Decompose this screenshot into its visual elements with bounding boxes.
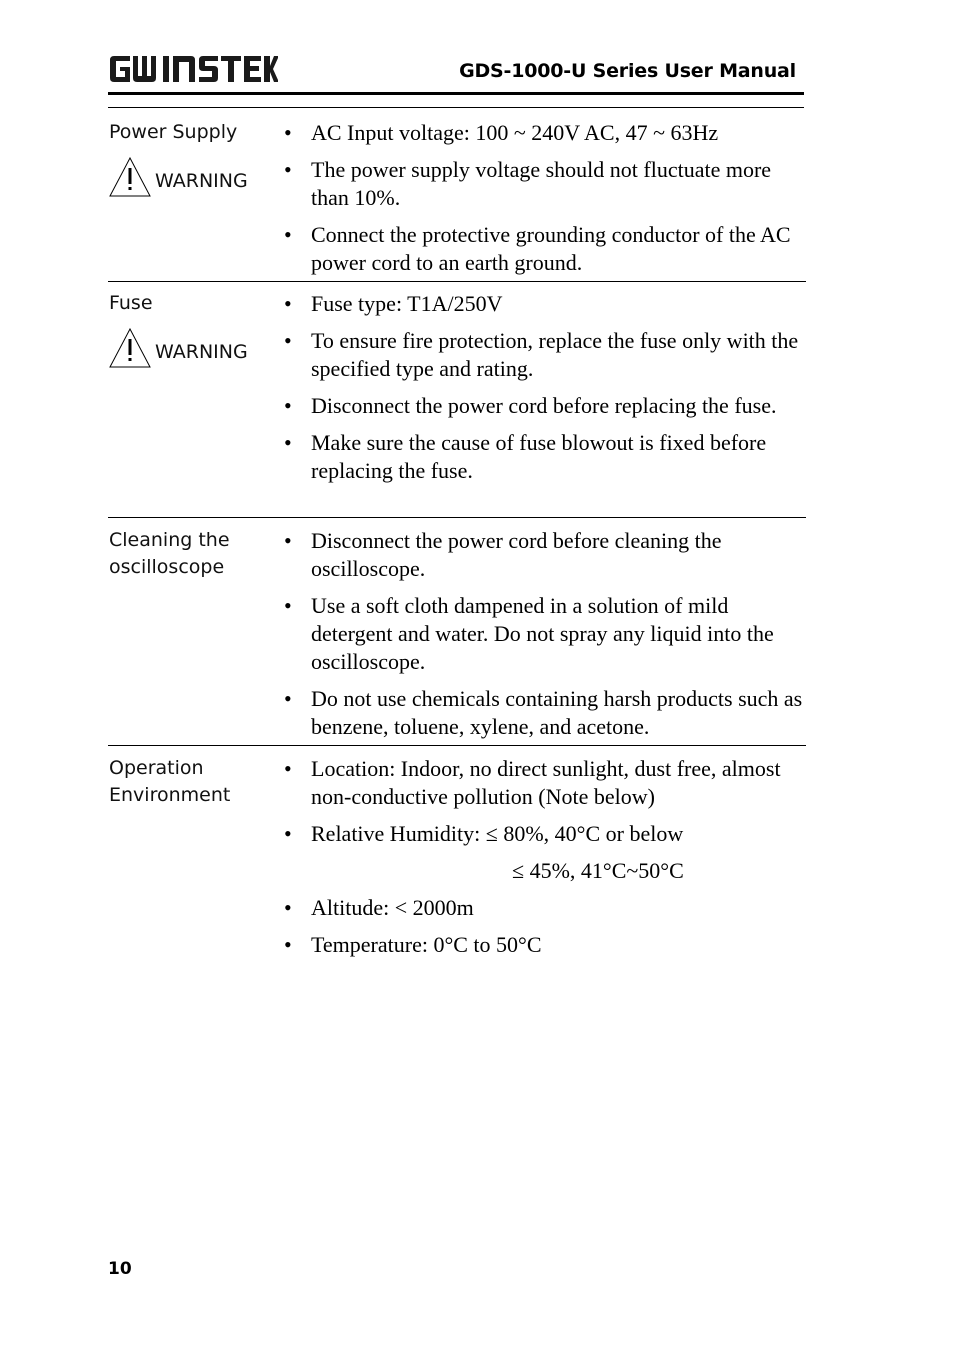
list-item: • Fuse type: T1A/250V xyxy=(284,291,503,316)
list-item: • Connect the protective grounding conductor of the AC power cord to an earth ground. xyxy=(284,222,791,275)
list-item: • Altitude: < 2000m xyxy=(284,895,474,920)
section-label: Cleaning the oscilloscope xyxy=(109,529,230,578)
section-divider xyxy=(108,517,806,518)
section-cleaning xyxy=(108,527,806,746)
list-item: • Disconnect the power cord before replacing the fuse. xyxy=(284,393,777,418)
section-fuse xyxy=(108,290,806,518)
warning-note xyxy=(108,327,278,373)
warning-note xyxy=(108,156,278,202)
list-item: • To ensure fire protection, replace the fuse only with the specified type and rating. xyxy=(284,328,799,381)
section-divider xyxy=(108,745,806,746)
warning-triangle-icon xyxy=(108,327,152,369)
warning-triangle-icon xyxy=(108,156,152,198)
list-item: • Do not use chemicals containing harsh products such as benzene, toluene, xylene, and acetone. xyxy=(284,686,803,739)
section-label: Operation Environment xyxy=(109,757,231,806)
bullet-list xyxy=(284,527,804,750)
list-item: • The power supply voltage should not fluctuate more than 10%. xyxy=(284,157,772,210)
bullet-list xyxy=(284,119,804,286)
section-operation-environment xyxy=(108,755,806,975)
gw-instek-logo xyxy=(108,54,278,84)
warning-label: WARNING xyxy=(155,170,248,192)
section-label: Power Supply xyxy=(109,121,238,143)
page-number: 10 xyxy=(108,1259,132,1279)
list-item: • Make sure the cause of fuse blowout is fixed before replacing the fuse. xyxy=(284,430,767,483)
list-item: • Location: Indoor, no direct sunlight, dust free, almost non-conductive pollution (Note below) xyxy=(284,756,781,809)
list-item: • Use a soft cloth dampened in a solution of mild detergent and water. Do not spray any liquid into the oscilloscope. xyxy=(284,593,774,674)
bullet-list xyxy=(284,755,804,968)
list-item: • Disconnect the power cord before cleaning the oscilloscope. xyxy=(284,528,722,581)
list-item: • AC Input voltage: 100 ~ 240V AC, 47 ~ 63Hz xyxy=(284,120,719,145)
warning-label: WARNING xyxy=(155,341,248,363)
header-rule-thick xyxy=(108,92,804,95)
header-rule-thin xyxy=(108,107,804,108)
manual-title: GDS-1000-U Series User Manual xyxy=(459,60,796,82)
list-item-continuation: ≤ 45%, 41°C~50°C xyxy=(512,858,684,883)
section-divider xyxy=(108,281,806,282)
list-item: • Relative Humidity: ≤ 80%, 40°C or below xyxy=(284,821,684,846)
list-item: • Temperature: 0°C to 50°C xyxy=(284,932,542,957)
bullet-list xyxy=(284,290,804,494)
section-label: Fuse xyxy=(109,292,153,314)
section-power-supply xyxy=(108,119,806,282)
